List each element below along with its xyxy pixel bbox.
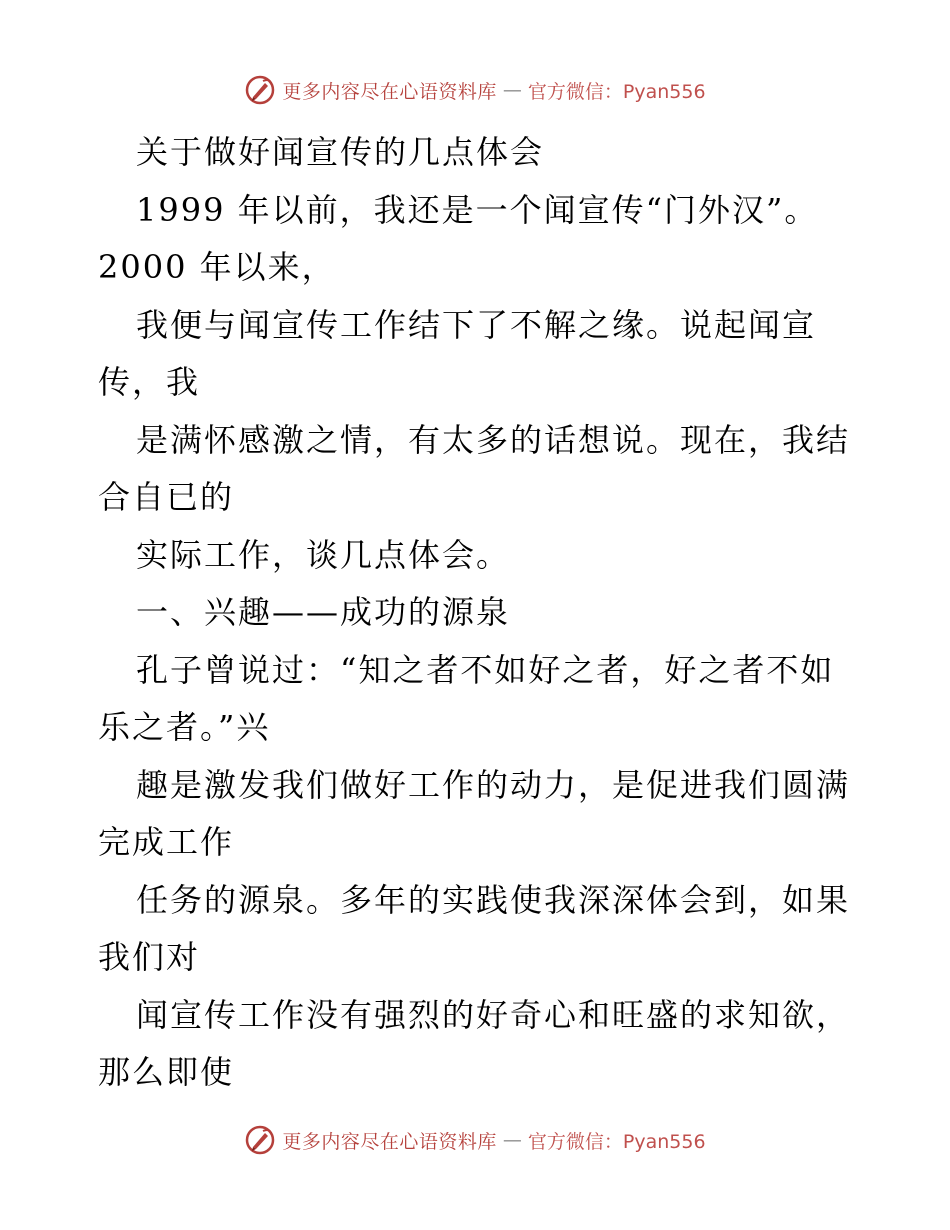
document-line: 1999 年以前，我还是一个闻宣传“门外汉”。 — [136, 190, 819, 229]
document-body — [98, 124, 858, 1102]
watermark-separator: — — [502, 1129, 522, 1151]
watermark-footer — [0, 1122, 950, 1158]
document-line: 趣是激发我们做好工作的动力，是促进我们圆满 — [136, 765, 851, 804]
watermark-separator: — — [502, 79, 522, 101]
document-line: 乐之者。”兴 — [98, 708, 271, 746]
document-line: 实际工作，谈几点体会。 — [136, 535, 511, 574]
watermark-wechat: 官方微信：Pyan556 — [527, 80, 706, 103]
document-line: 我便与闻宣传工作结下了不解之缘。说起闻宣 — [136, 305, 817, 344]
document-line: 任务的源泉。多年的实践使我深深体会到，如果 — [136, 880, 851, 919]
document-line: 闻宣传工作没有强烈的好奇心和旺盛的求知欲， — [136, 995, 851, 1034]
document-line: 合自已的 — [98, 478, 235, 516]
document-line: 2000 年以来， — [98, 248, 336, 286]
section-heading: 一、兴趣——成功的源泉 — [136, 593, 511, 631]
document-line: 关于做好闻宣传的几点体会 — [136, 133, 545, 171]
watermark-wechat: 官方微信：Pyan556 — [527, 1130, 706, 1153]
pen-logo-icon — [244, 74, 276, 106]
document-line: 孔子曾说过：“知之者不如好之者，好之者不如 — [136, 650, 835, 689]
document-line: 完成工作 — [98, 823, 235, 861]
document-line: 我们对 — [98, 938, 201, 976]
document-line: 那么即使 — [98, 1053, 235, 1091]
watermark-text: 更多内容尽在心语资料库 — [282, 80, 497, 103]
document-line: 传，我 — [98, 363, 201, 401]
pen-logo-icon — [244, 1124, 276, 1156]
document-line: 是满怀感激之情，有太多的话想说。现在，我结 — [136, 420, 851, 459]
watermark-text: 更多内容尽在心语资料库 — [282, 1130, 497, 1153]
watermark-header — [0, 72, 950, 108]
